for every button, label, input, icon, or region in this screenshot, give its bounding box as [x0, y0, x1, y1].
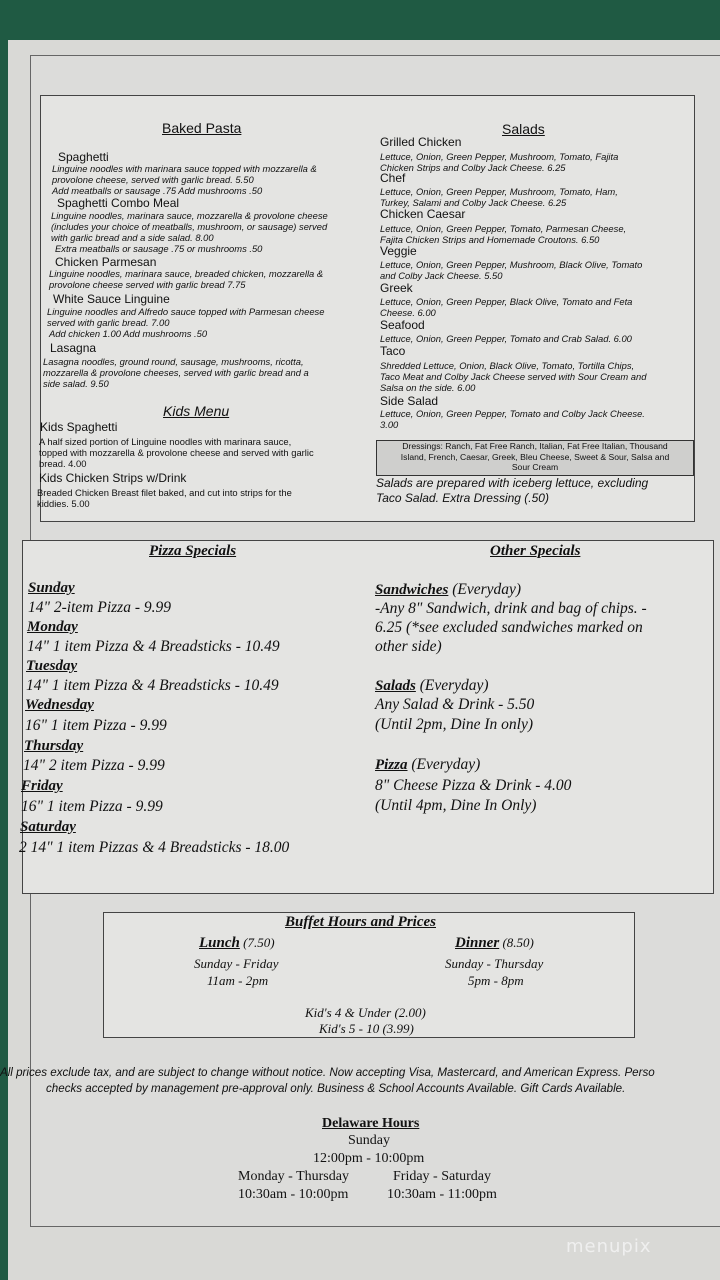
- hours-weekend: Friday - Saturday: [393, 1169, 491, 1184]
- other-specials-heading: Other Specials: [490, 543, 581, 559]
- dressings-line: Dressings: Ranch, Fat Free Ranch, Italian, Fat Free Italian, Thousand: [402, 441, 668, 451]
- kids-price: Kid's 5 - 10 (3.99): [319, 1021, 414, 1036]
- lunch-hours: 11am - 2pm: [207, 973, 269, 988]
- special-day: Saturday: [20, 819, 76, 835]
- special-deal: 2 14" 1 item Pizzas & 4 Breadsticks - 18.00: [19, 839, 290, 856]
- special-deal: 16" 1 item Pizza - 9.99: [21, 798, 163, 815]
- dinner-header: [455, 935, 534, 952]
- kids-item-desc: topped with mozzarella & provolone cheese and served with garlic: [39, 447, 314, 458]
- pasta-item-desc: Add meatballs or sausage .75 Add mushrooms .50: [52, 185, 263, 196]
- salad-item-desc: Lettuce, Onion, Green Pepper, Black Olive, Tomato and Feta: [380, 296, 633, 307]
- pasta-item-desc: side salad. 9.50: [43, 378, 109, 389]
- other-special-title: Sandwiches: [375, 582, 449, 598]
- other-special-line: other side): [375, 638, 442, 655]
- lunch-label: Lunch: [199, 935, 240, 951]
- other-special-line: Any Salad & Drink - 5.50: [375, 696, 535, 713]
- pasta-item-name: Lasagna: [50, 341, 97, 355]
- pasta-item-desc: provolone cheese served with garlic bread 7.75: [49, 279, 246, 290]
- dressings-box: [376, 440, 694, 476]
- kids-item-desc: bread. 4.00: [39, 458, 87, 469]
- hours-weekend-time: 10:30am - 11:00pm: [387, 1187, 497, 1202]
- hours-weekday: Monday - Thursday: [238, 1169, 349, 1184]
- salad-item-desc: Fajita Chicken Strips and Homemade Croutons. 6.50: [380, 234, 600, 245]
- dinner-hours: 5pm - 8pm: [468, 973, 524, 988]
- special-deal: 16" 1 item Pizza - 9.99: [25, 717, 167, 734]
- dressings-line: Island, French, Caesar, Greek, Bleu Cheese, Sweet & Sour, Salsa and: [400, 451, 670, 462]
- salad-item-desc: 3.00: [380, 419, 399, 430]
- dinner-label: Dinner: [455, 935, 500, 951]
- hours-weekday-time: 10:30am - 10:00pm: [238, 1187, 349, 1202]
- other-special-tag: (Everyday): [407, 756, 481, 773]
- other-special-line: -Any 8" Sandwich, drink and bag of chips. -: [375, 600, 647, 617]
- salad-item-name: Taco: [380, 344, 406, 358]
- pasta-item-desc: Lasagna noodles, ground round, sausage, mushrooms, ricotta,: [43, 356, 304, 367]
- pasta-item-name: White Sauce Linguine: [53, 292, 170, 306]
- pasta-item-desc: Linguine noodles and Alfredo sauce topped with Parmesan cheese: [47, 306, 325, 317]
- salads-heading: Salads: [502, 121, 545, 137]
- other-special-title: Salads: [375, 678, 416, 694]
- pasta-item-name: Spaghetti Combo Meal: [57, 196, 180, 210]
- salad-item-name: Greek: [380, 281, 413, 295]
- pasta-item-desc: Linguine noodles, marinara sauce, breaded chicken, mozzarella &: [49, 268, 324, 279]
- lunch-days: Sunday - Friday: [194, 956, 279, 971]
- kids-item-desc: A half sized portion of Linguine noodles with marinara sauce,: [39, 436, 292, 447]
- kids-item-name: Kids Chicken Strips w/Drink: [39, 471, 187, 485]
- kids-menu-heading: Kids Menu: [163, 403, 230, 419]
- salad-item-desc: Cheese. 6.00: [380, 307, 436, 318]
- lunch-header: [199, 935, 275, 952]
- other-special-header: [375, 756, 480, 774]
- pasta-item-desc: Extra meatballs or sausage .75 or mushrooms .50: [55, 243, 263, 254]
- pizza-specials-heading: Pizza Specials: [149, 543, 237, 559]
- other-special-tag: (Everyday): [448, 581, 522, 598]
- kids-price: Kid's 4 & Under (2.00): [305, 1005, 426, 1020]
- salad-item-desc: Turkey, Salami and Colby Jack Cheese. 6.25: [380, 197, 567, 208]
- dinner-days: Sunday - Thursday: [445, 956, 544, 971]
- salad-item-desc: Taco Meat and Colby Jack Cheese served with Sour Cream and: [380, 371, 647, 382]
- pasta-item-name: Chicken Parmesan: [55, 255, 157, 269]
- special-day: Wednesday: [25, 697, 94, 713]
- salad-item-name: Seafood: [380, 318, 425, 332]
- salad-item-name: Chef: [380, 171, 406, 185]
- special-deal: 14" 1 item Pizza & 4 Breadsticks - 10.49: [27, 638, 280, 655]
- special-day: Monday: [27, 619, 78, 635]
- footer-line: All prices exclude tax, and are subject to change without notice. Now accepting Visa, Mastercard, and American Express. Perso: [0, 1066, 655, 1079]
- special-day: Sunday: [28, 580, 75, 596]
- salad-item-desc: and Colby Jack Cheese. 5.50: [380, 270, 503, 281]
- lunch-price: (7.50): [239, 935, 275, 950]
- footer-line: checks accepted by management pre-approval only. Business & School Accounts Available. Gift Cards Available.: [46, 1082, 626, 1095]
- hours-heading: Delaware Hours: [322, 1116, 420, 1131]
- other-special-header: [375, 677, 489, 695]
- salad-note: Taco Salad. Extra Dressing (.50): [376, 491, 549, 505]
- hours-sunday: Sunday: [348, 1133, 390, 1148]
- dressings-line: Sour Cream: [511, 462, 559, 472]
- other-special-title: Pizza: [375, 757, 408, 773]
- special-day: Thursday: [24, 738, 84, 754]
- salad-item-name: Grilled Chicken: [380, 135, 462, 149]
- pasta-item-desc: (includes your choice of meatballs, mushroom, or sausage) served: [51, 221, 328, 232]
- dinner-price: (8.50): [499, 935, 534, 950]
- baked-pasta-heading: Baked Pasta: [162, 120, 242, 136]
- pasta-item-desc: with garlic bread and a side salad. 8.00: [51, 232, 214, 243]
- kids-item-desc: kiddies. 5.00: [37, 498, 90, 509]
- salad-note: Salads are prepared with iceberg lettuce, excluding: [376, 476, 649, 490]
- salad-item-desc: Lettuce, Onion, Green Pepper, Tomato and Colby Jack Cheese.: [380, 408, 645, 419]
- watermark-logo: menupix: [566, 1236, 652, 1257]
- salad-item-desc: Lettuce, Onion, Green Pepper, Mushroom, Tomato, Fajita: [380, 151, 619, 162]
- special-deal: 14" 1 item Pizza & 4 Breadsticks - 10.49: [26, 677, 279, 694]
- other-special-line: (Until 2pm, Dine In only): [375, 716, 533, 733]
- other-special-line: (Until 4pm, Dine In Only): [375, 797, 537, 814]
- salad-item-desc: Shredded Lettuce, Onion, Black Olive, Tomato, Tortilla Chips,: [380, 360, 635, 371]
- pasta-item-name: Spaghetti: [58, 150, 109, 164]
- salad-item-desc: Lettuce, Onion, Green Pepper, Tomato and Crab Salad. 6.00: [380, 333, 632, 344]
- buffet-heading: Buffet Hours and Prices: [285, 914, 436, 930]
- salad-item-name: Side Salad: [380, 394, 439, 408]
- other-special-header: [375, 581, 521, 599]
- kids-item-desc: Breaded Chicken Breast filet baked, and cut into strips for the: [37, 487, 292, 498]
- pasta-item-desc: served with garlic bread. 7.00: [47, 317, 170, 328]
- salad-item-desc: Lettuce, Onion, Green Pepper, Mushroom, Tomato, Ham,: [380, 186, 618, 197]
- other-special-line: 8" Cheese Pizza & Drink - 4.00: [375, 777, 572, 794]
- special-day: Friday: [21, 778, 63, 794]
- salad-item-desc: Lettuce, Onion, Green Pepper, Tomato, Parmesan Cheese,: [380, 223, 627, 234]
- salad-item-name: Veggie: [380, 244, 417, 258]
- other-special-line: 6.25 (*see excluded sandwiches marked on: [375, 619, 643, 636]
- salad-item-desc: Salsa on the side. 6.00: [380, 382, 476, 393]
- special-day: Tuesday: [26, 658, 78, 674]
- kids-item-name: Kids Spaghetti: [40, 420, 118, 434]
- pasta-item-desc: mozzarella & provolone cheeses, served with garlic bread and a: [43, 367, 309, 378]
- pasta-item-desc: provolone cheese, served with garlic bread. 5.50: [52, 174, 254, 185]
- salad-item-desc: Chicken Strips and Colby Jack Cheese. 6.25: [380, 162, 566, 173]
- pasta-item-desc: Linguine noodles, marinara sauce, mozzarella & provolone cheese: [51, 210, 328, 221]
- pasta-item-desc: Linguine noodles with marinara sauce topped with mozzarella &: [52, 163, 317, 174]
- special-deal: 14" 2-item Pizza - 9.99: [28, 599, 171, 616]
- hours-sunday-time: 12:00pm - 10:00pm: [313, 1151, 425, 1166]
- salad-item-desc: Lettuce, Onion, Green Pepper, Mushroom, Black Olive, Tomato: [380, 259, 643, 270]
- special-deal: 14" 2 item Pizza - 9.99: [23, 757, 165, 774]
- other-special-tag: (Everyday): [415, 677, 489, 694]
- pasta-item-desc: Add chicken 1.00 Add mushrooms .50: [49, 328, 208, 339]
- salad-item-name: Chicken Caesar: [380, 207, 466, 221]
